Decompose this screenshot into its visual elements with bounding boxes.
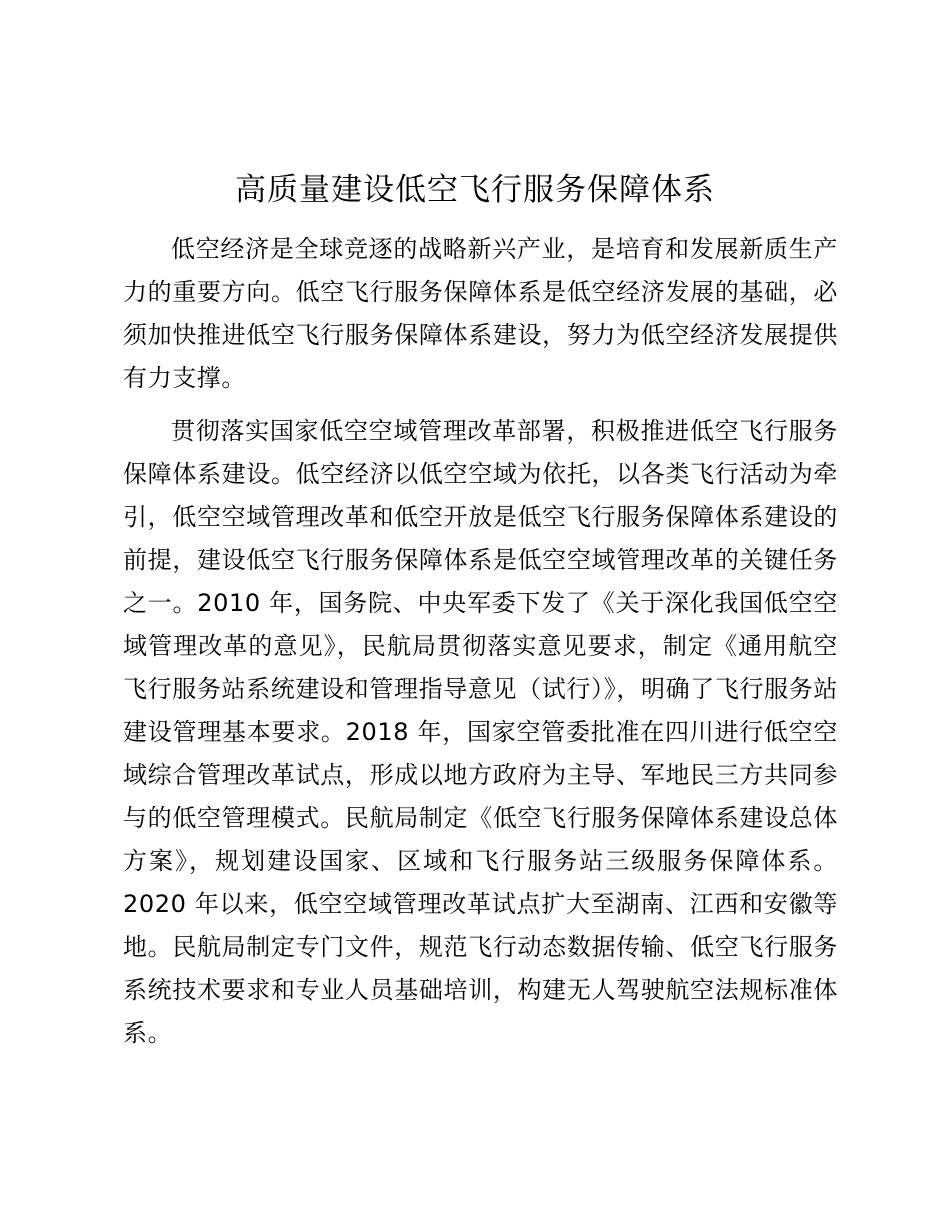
page-title: 高质量建设低空飞行服务保障体系 bbox=[235, 172, 715, 208]
paragraph-2: 贯彻落实国家低空空域管理改革部署，积极推进低空飞行服务保障体系建设。低空经济以低空空域为依托，以各类飞行活动为牵引，低空空域管理改革和低空开放是低空飞行服务保障体系建设的前提，建设低空飞行服务保障体系是低空空域管理改革的关键任务之一。2010 年，国务院、中央军委下发了《关于深化我国低空空域管理改革的意见》，民航局贯彻落实意见要求，制定《通用航空飞行服务站系统建设和管理指导意见（试行）》，明确了飞行服务站建设管理基本要求。2018 年，国家空管委批准在四川进行低空空域综合管理改革试点，形成以地方政府为主导、军地民三方共同参与的低空管理模式。民航局制定《低空飞行服务保障体系建设总体方案》，规划建设国家、区域和飞行服务站三级服务保障体系。2020 年以来，低空空域管理改革试点扩大至湖南、江西和安徽等地。民航局制定专门文件，规范飞行动态数据传输、低空飞行服务系统技术要求和专业人员基础培训，构建无人驾驶航空法规标准体系。 bbox=[123, 417, 838, 1047]
paragraph-1: 低空经济是全球竞逐的战略新兴产业，是培育和发展新质生产力的重要方向。低空飞行服务保障体系是低空经济发展的基础，必须加快推进低空飞行服务保障体系建设，努力为低空经济发展提供有力支撑。 bbox=[123, 235, 838, 392]
